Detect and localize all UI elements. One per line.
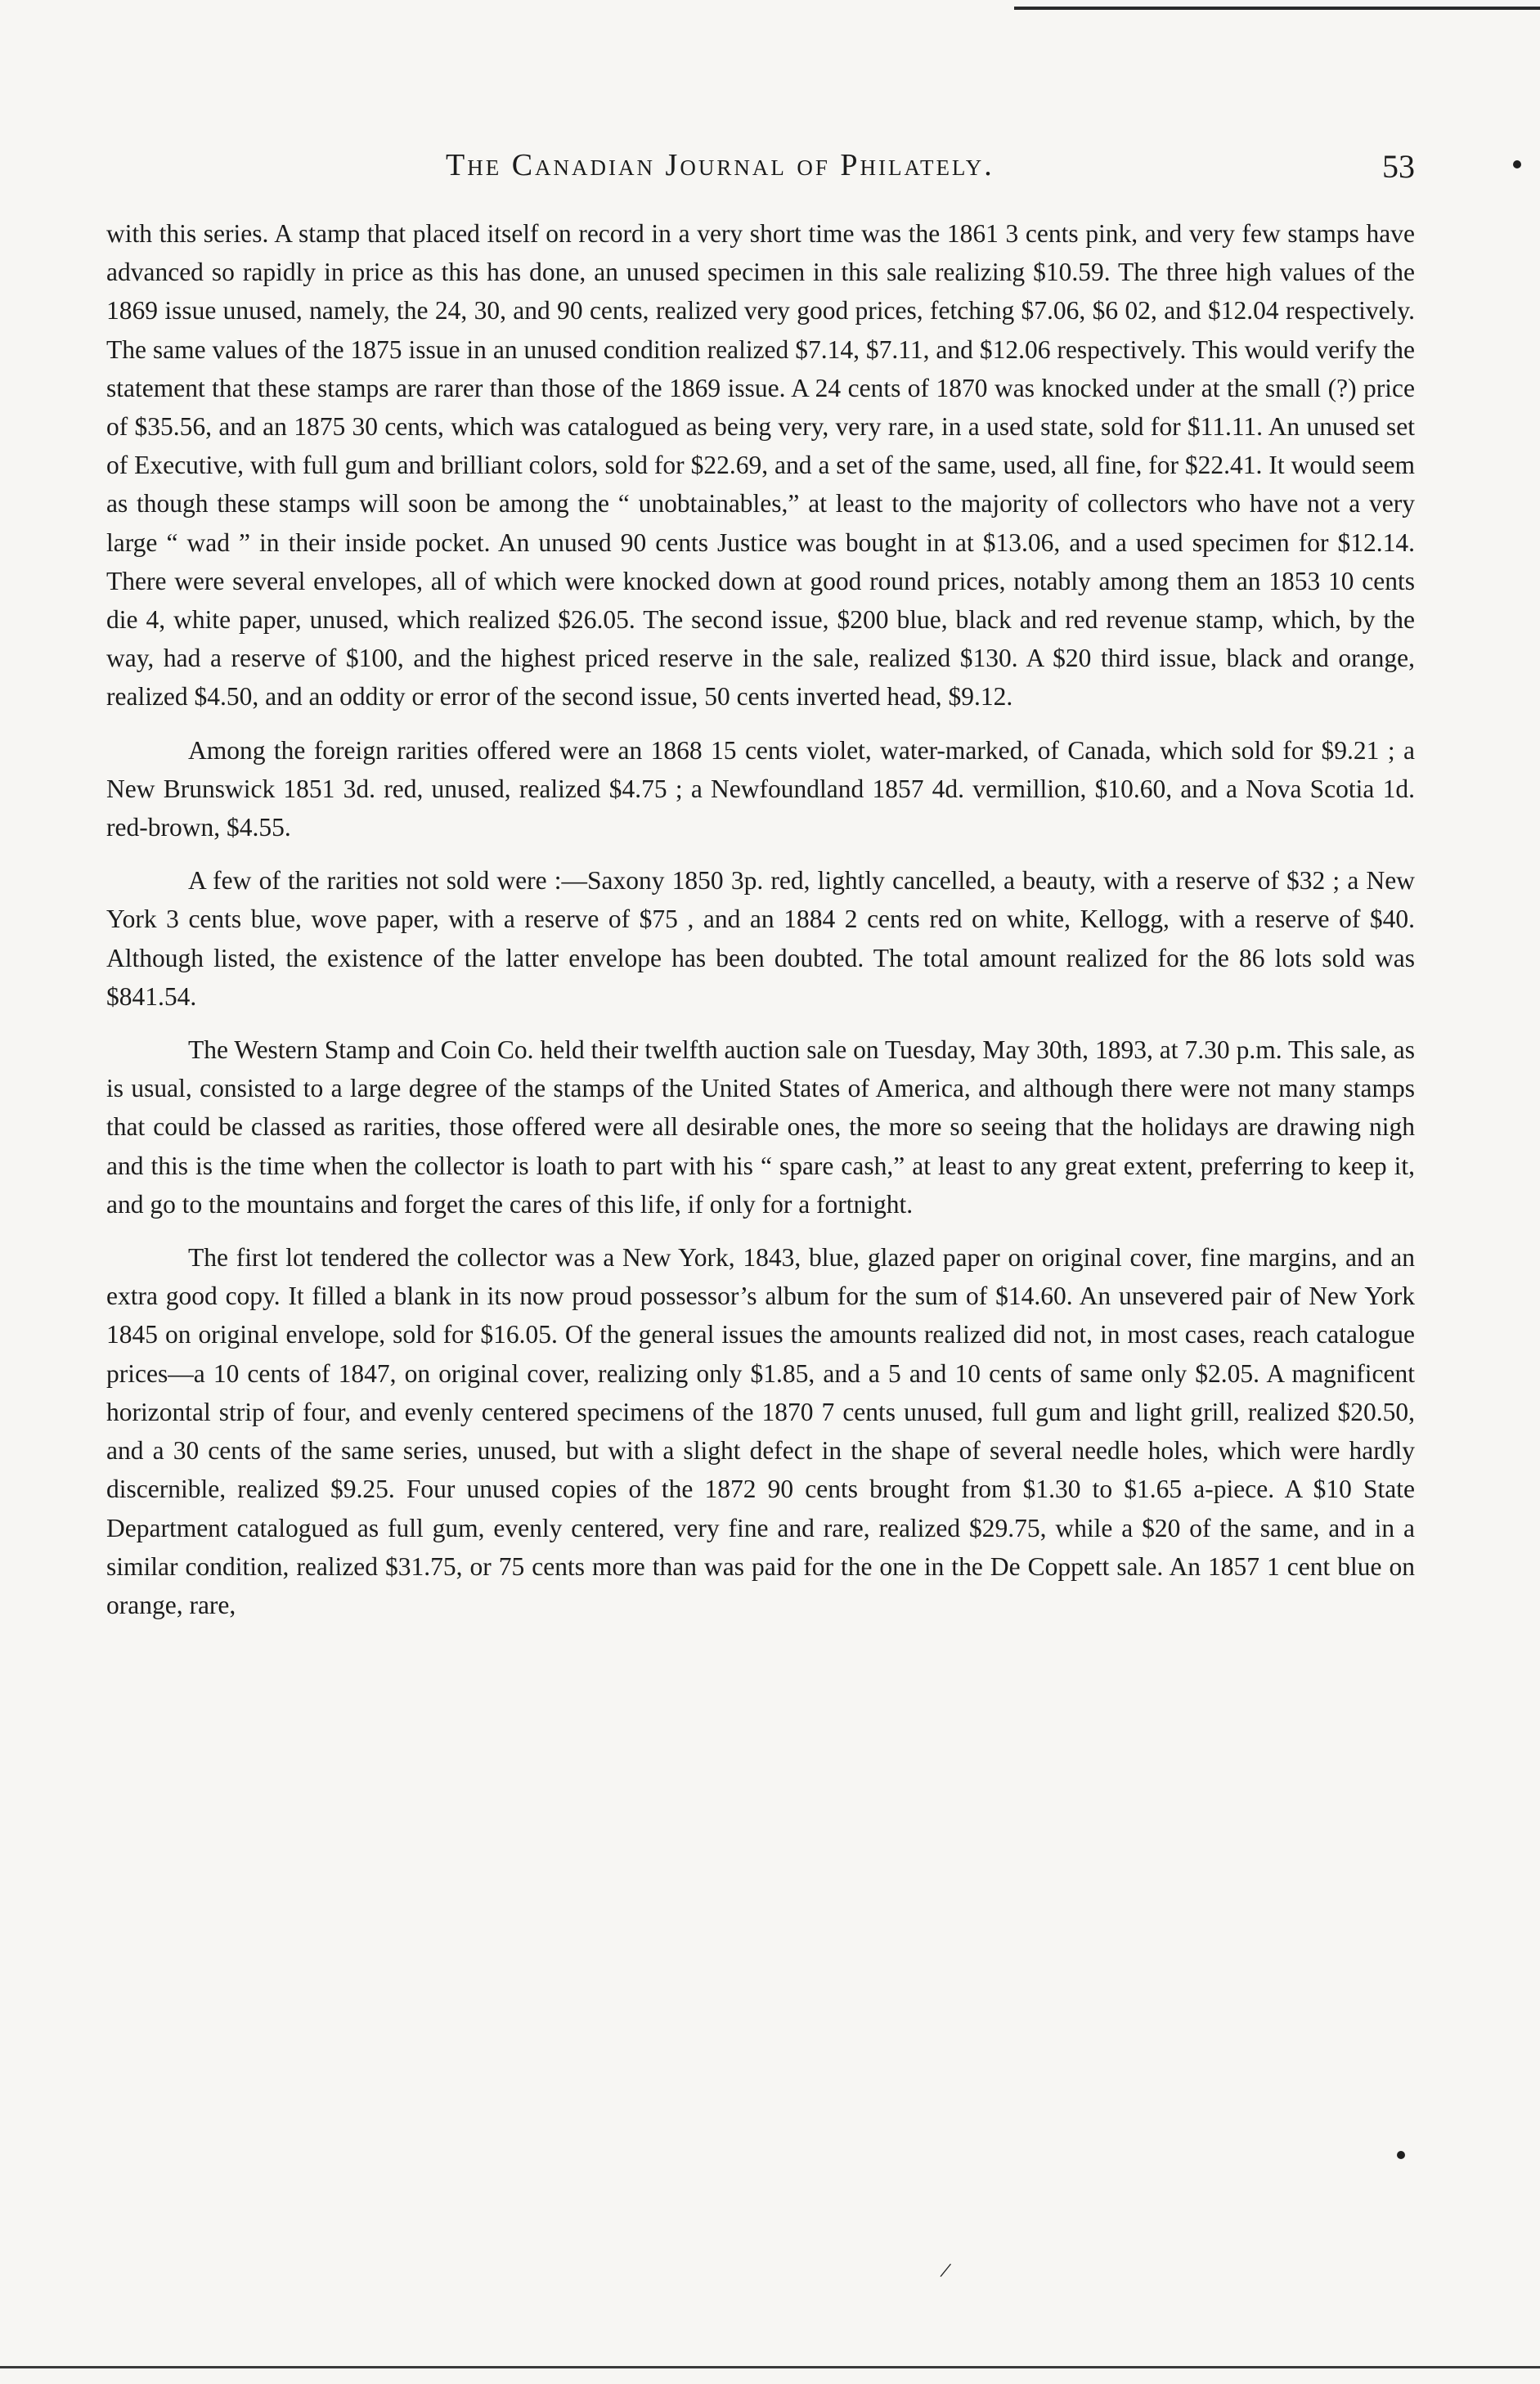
paragraph-3: A few of the rarities not sold were :—Saxony 1850 3p. red, lightly cancelled, a beauty, with a reserve of $32 ; a New York 3 cents blue, wove paper, with a reserve of $75 , and an 1884 2 cents red on white, Kellogg, with a reserve of $40. Although listed, the existence of the latter envelope has been doubted. The total amount realized for the 86 lots sold was $841.54. <box>106 866 1415 1011</box>
running-title: The Canadian Journal of Philately. <box>446 148 994 182</box>
scan-dot-bottom-right <box>1397 2151 1405 2159</box>
page-number: 53 <box>1382 148 1415 185</box>
stray-pen-mark: / <box>938 2257 954 2284</box>
article-body <box>106 214 1415 1639</box>
paragraph-2: Among the foreign rarities offered were an 1868 15 cents violet, water-marked, of Canada, which sold for $9.21 ; a New Brunswick 1851 3d. red, unused, realized $4.75 ; a Newfoundland 1857 4d. vermillion, $10.60, and a Nova Scotia 1d. red-brown, $4.55. <box>106 735 1415 842</box>
paragraph-4: The Western Stamp and Coin Co. held their twelfth auction sale on Tuesday, May 30th, 1893, at 7.30 p.m. This sale, as is usual, consisted to a large degree of the stamps of the United States of America, and although there were not many stamps that could be classed as rarities, those offered were all desirable ones, the more so seeing that the holidays are drawing nigh and this is the time when the collector is loath to part with his “ spare cash,” at least to any great extent, preferring to keep it, and go to the mountains and forget the cares of this life, if only for a fortnight. <box>106 1035 1415 1219</box>
paragraph-1: with this series. A stamp that placed itself on record in a very short time was the 1861 3 cents pink, and very few stamps have advanced so rapidly in price as this has done, an unused specimen in this sale realizing $10.59. The three high values of the 1869 issue unused, namely, the 24, 30, and 90 cents, realized very good prices, fetching $7.06, $6 02, and $12.04 respectively. The same values of the 1875 issue in an unused condition realized $7.14, $7.11, and $12.06 respectively. This would verify the statement that these stamps are rarer than those of the 1869 issue. A 24 cents of 1870 was knocked under at the small (?) price of $35.56, and an 1875 30 cents, which was catalogued as being very, very rare, in a used state, sold for $11.11. An unused set of Executive, with full gum and brilliant colors, sold for $22.69, and a set of the same, used, all fine, for $22.41. It would seem as though these stamps will soon be among the “ unobtainables,” at least to the majority of collectors who have not a very large “ wad ” in their inside pocket. An unused 90 cents Justice was bought in at $13.06, and a used specimen for $12.14. There were several envelopes, all of which were knocked down at good round prices, notably among them an 1853 10 cents die 4, white paper, unused, which realized $26.05. The second issue, $200 blue, black and red revenue stamp, which, by the way, had a reserve of $100, and the highest priced reserve in the sale, realized $130. A $20 third issue, black and orange, realized $4.50, and an oddity or error of the second issue, 50 cents inverted head, $9.12. <box>106 219 1415 712</box>
page-header <box>106 147 1415 196</box>
scan-dot-right-margin <box>1513 160 1521 168</box>
paragraph-5: The first lot tendered the collector was a New York, 1843, blue, glazed paper on original cover, fine margins, and an extra good copy. It filled a blank in its now proud possessor’s album for the sum of $14.60. An unsevered pair of New York 1845 on original envelope, sold for $16.05. Of the general issues the amounts realized did not, in most cases, reach catalogue prices—a 10 cents of 1847, on original cover, realizing only $1.85, and a 5 and 10 cents of same only $2.05. A magnificent horizontal strip of four, and evenly centered specimens of the 1870 7 cents unused, full gum and light grill, realized $20.50, and a 30 cents of the same series, unused, but with a slight defect in the shape of several needle holes, which were hardly discernible, realized $9.25. Four unused copies of the 1872 90 cents brought from $1.30 to $1.65 a-piece. A $10 State Department catalogued as full gum, evenly centered, very fine and rare, realized $29.75, while a $20 of the same, and in a similar condition, realized $31.75, or 75 cents more than was paid for the one in the De Coppett sale. An 1857 1 cent blue on orange, rare, <box>106 1243 1415 1619</box>
page-top-rule <box>1014 7 1540 10</box>
page-bottom-rule <box>0 2366 1540 2368</box>
